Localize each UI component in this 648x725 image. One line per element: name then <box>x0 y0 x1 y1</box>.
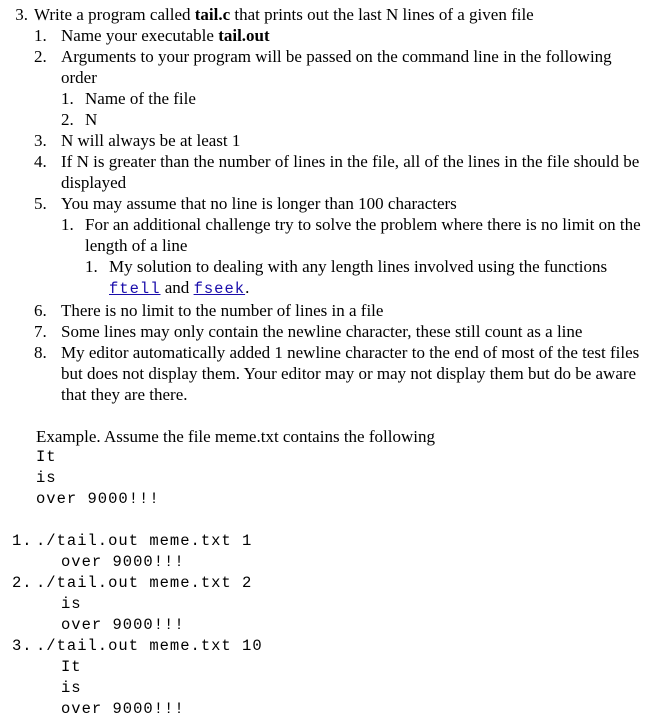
executable-name: tail.out <box>218 26 270 45</box>
file-line: is <box>36 469 57 487</box>
challenge-note: 1. For an additional challenge try to solve the problem where there is no limit on the length of a line <box>61 215 641 255</box>
requirement-8: 8. My editor automatically added 1 newline character to the end of most of the test files but does not display them. Your editor may or may not display them but do be aware that they are there. <box>34 343 640 404</box>
run-number: 2. <box>12 574 33 592</box>
output-line: over 9000!!! <box>61 553 185 571</box>
requirement-5: 5. You may assume that no line is longer than 100 characters <box>34 194 457 213</box>
requirement-3: 3. N will always be at least 1 <box>34 131 241 150</box>
output-line: over 9000!!! <box>61 616 185 634</box>
ftell-link[interactable]: ftell <box>109 280 161 298</box>
requirement-6: 6. There is no limit to the number of lines in a file <box>34 301 384 320</box>
output-line: over 9000!!! <box>61 700 185 718</box>
output-line: It <box>61 658 82 676</box>
output-line: is <box>61 679 82 697</box>
assignment-document <box>0 4 648 720</box>
example-run-1 <box>0 531 648 573</box>
example-run-2 <box>0 573 648 636</box>
requirement-1: 1. Name your executable tail.out <box>34 26 270 45</box>
item-number: 3. <box>15 5 28 24</box>
example-run-3 <box>0 636 648 720</box>
file-line: over 9000!!! <box>36 490 160 508</box>
example-intro: Example. Assume the file meme.txt contains the following <box>36 427 435 446</box>
run-command: ./tail.out meme.txt 2 <box>36 574 253 592</box>
argument-1: 1. Name of the file <box>61 89 196 108</box>
item-text: Write a program called tail.c that prints out the last N lines of a given file <box>34 5 534 24</box>
argument-2: 2. N <box>61 110 98 129</box>
run-number: 1. <box>12 532 33 550</box>
run-command: ./tail.out meme.txt 10 <box>36 637 263 655</box>
file-contents <box>36 447 648 510</box>
solution-note: 1. My solution to dealing with any length lines involved using the functions ftell and fseek. <box>85 257 608 298</box>
output-line: is <box>61 595 82 613</box>
program-filename: tail.c <box>194 5 231 24</box>
requirement-4: 4. If N is greater than the number of lines in the file, all of the lines in the file should be displayed <box>34 152 640 192</box>
item-3 <box>0 4 648 25</box>
requirement-2: 2. Arguments to your program will be passed on the command line in the following order <box>34 47 612 87</box>
fseek-link[interactable]: fseek <box>193 280 246 298</box>
run-command: ./tail.out meme.txt 1 <box>36 532 253 550</box>
file-line: It <box>36 448 57 466</box>
requirement-7: 7. Some lines may only contain the newline character, these still count as a line <box>34 322 583 341</box>
run-number: 3. <box>12 637 33 655</box>
